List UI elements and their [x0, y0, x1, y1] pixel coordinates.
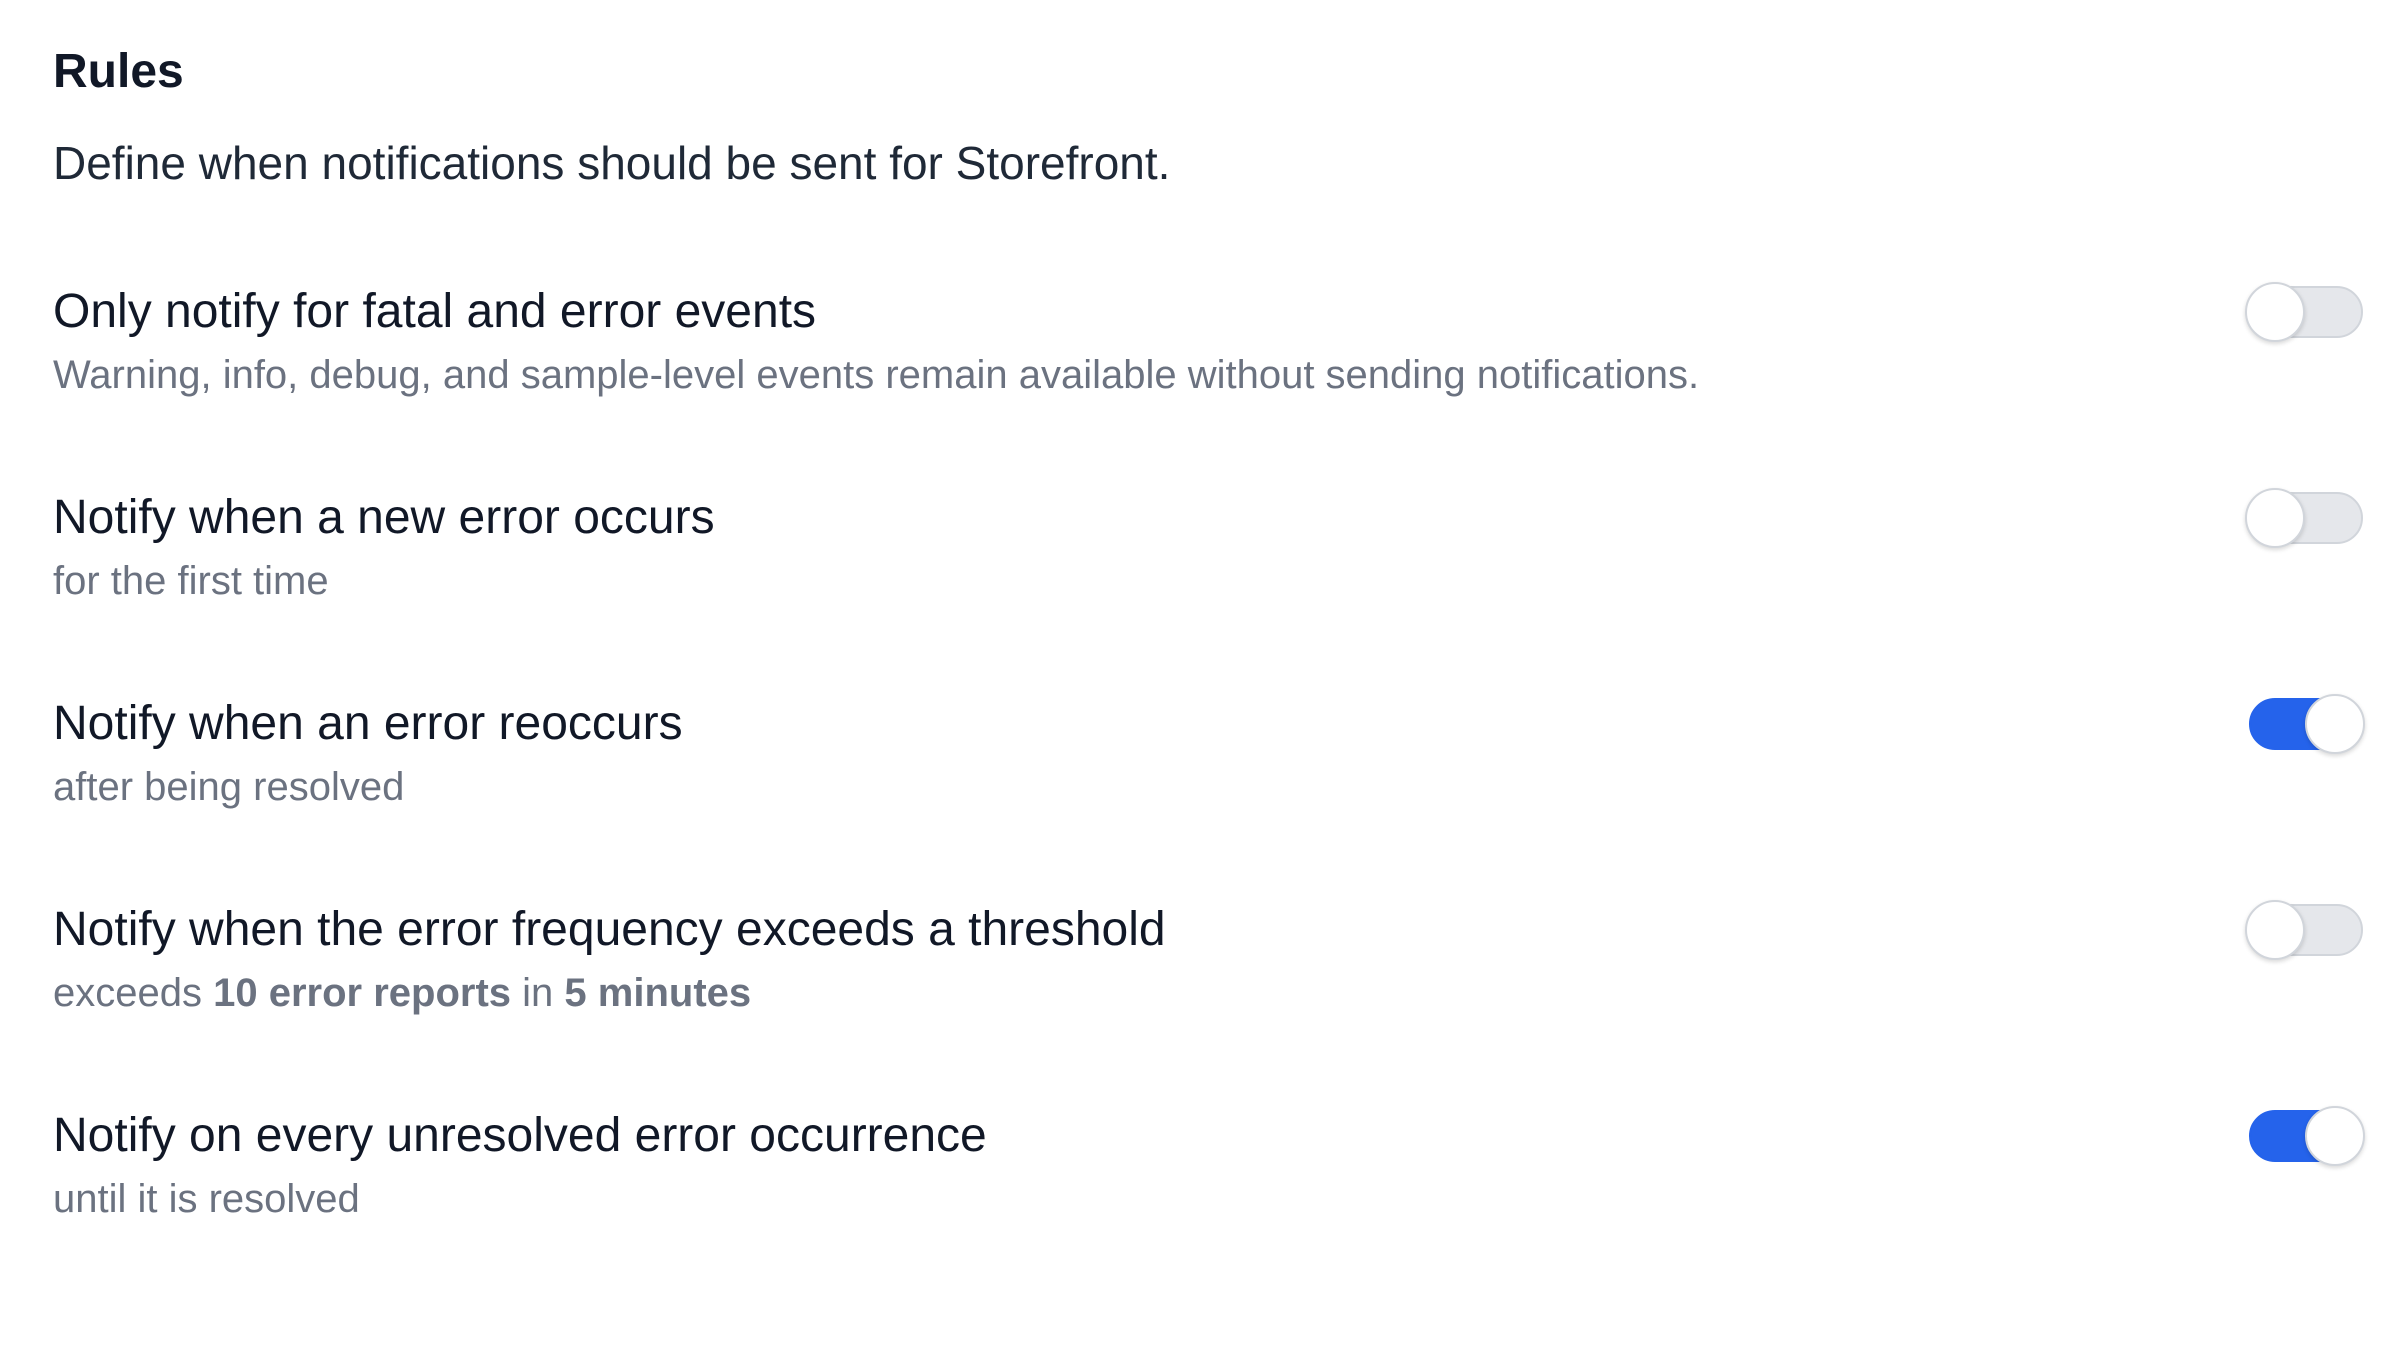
rule-toggle-fatal-error-only[interactable] — [2249, 286, 2363, 338]
rule-toggle-error-reoccurs[interactable] — [2249, 698, 2363, 750]
threshold-prefix: exceeds — [53, 971, 202, 1015]
threshold-count[interactable]: 10 error reports — [213, 971, 512, 1015]
toggle-knob — [2305, 694, 2365, 754]
toggle-knob — [2245, 282, 2305, 342]
rule-description: after being resolved — [53, 765, 405, 809]
rule-title: Notify when an error reoccurs — [53, 697, 683, 750]
rule-error-reoccurs — [53, 694, 2363, 900]
rule-title: Notify when a new error occurs — [53, 491, 715, 544]
rule-new-error — [53, 488, 2363, 694]
rule-title: Notify when the error frequency exceeds a threshold — [53, 903, 1166, 956]
rules-list — [53, 282, 2363, 1312]
rule-toggle-new-error[interactable] — [2249, 492, 2363, 544]
toggle-knob — [2305, 1106, 2365, 1166]
rules-panel — [53, 42, 2363, 1312]
rule-toggle-every-unresolved[interactable] — [2249, 1110, 2363, 1162]
toggle-knob — [2245, 900, 2305, 960]
rule-title: Notify on every unresolved error occurrence — [53, 1109, 987, 1162]
rule-description: for the first time — [53, 559, 329, 603]
rule-description: until it is resolved — [53, 1177, 360, 1221]
rule-description: Warning, info, debug, and sample-level events remain available without sending notifications. — [53, 353, 1700, 397]
toggle-knob — [2245, 488, 2305, 548]
threshold-middle: in — [522, 971, 554, 1015]
section-title: Rules — [53, 45, 184, 98]
rule-frequency-threshold — [53, 900, 2363, 1106]
rule-every-unresolved — [53, 1106, 2363, 1312]
rule-fatal-error-only — [53, 282, 2363, 488]
rule-title: Only notify for fatal and error events — [53, 285, 817, 338]
rule-description — [53, 968, 751, 1018]
section-description: Define when notifications should be sent for Storefront. — [53, 137, 1171, 189]
threshold-window[interactable]: 5 minutes — [564, 971, 752, 1015]
rule-toggle-frequency-threshold[interactable] — [2249, 904, 2363, 956]
